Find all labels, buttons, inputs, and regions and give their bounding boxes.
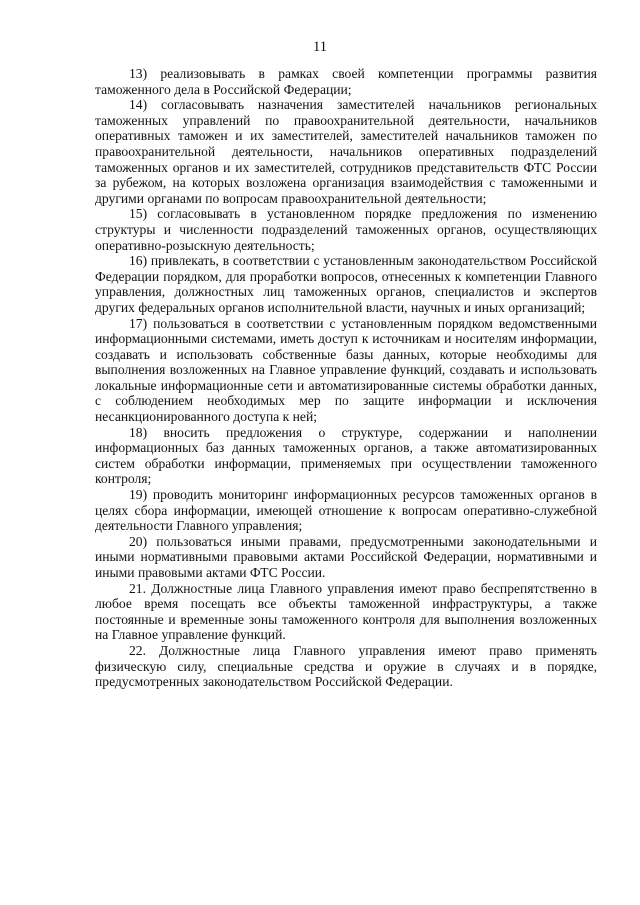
paragraph-item-13: 13) реализовывать в рамках своей компетенции программы развития таможенного дела в Российской Федерации; — [95, 66, 597, 97]
paragraph-item-14: 14) согласовывать назначения заместителей начальников региональных таможенных управлений по правоохранительной деятельности, начальников оперативных таможен и их заместителей, заместителей начальников таможен по правоохранительной деятельности, начальников оперативных подразделений таможенных органов и их заместителей, сотрудников представительств ФТС России за рубежом, на которых возложена организация взаимодействия с таможенными и другими органами по вопросам правоохранительной деятельности; — [95, 97, 597, 206]
paragraph-item-18: 18) вносить предложения о структуре, содержании и наполнении информационных баз данных таможенных органов, а также автоматизированных систем обработки информации, применяемых при осуществлении таможенного контроля; — [95, 424, 597, 487]
paragraph-item-16: 16) привлекать, в соответствии с установленным законодательством Российской Федерации порядком, для проработки вопросов, отнесенных к компетенции Главного управления, должностных лиц таможенных органов, специалистов и экспертов других федеральных органов исполнительной власти, научных и иных организаций; — [95, 253, 597, 315]
paragraph-section-22: 22. Должностные лица Главного управления имеют право применять физическую силу, специальные средства и оружие в случаях и в порядке, предусмотренных законодательством Российской Федерации. — [95, 642, 597, 690]
paragraph-item-19: 19) проводить мониторинг информационных ресурсов таможенных органов в целях сбора информации, имеющей отношение к вопросам оперативно-служебной деятельности Главного управления; — [95, 487, 597, 534]
paragraph-item-20: 20) пользоваться иными правами, предусмотренными законодательными и иными нормативными правовыми актами Российской Федерации, нормативными и иными правовыми актами ФТС России. — [95, 533, 597, 580]
paragraph-item-15: 15) согласовывать в установленном порядке предложения по изменению структуры и численности подразделений таможенных органов, осуществляющих оперативно-розыскную деятельность; — [95, 206, 597, 253]
paragraph-item-17: 17) пользоваться в соответствии с установленным порядком ведомственными информационными системами, иметь доступ к источникам и носителям информации, создавать и использовать собственные базы данных, которые необходимы для выполнения возложенных на Главное управление функций, создавать и использовать локальные информационные сети и автоматизированные системы обработки данных, с соблюдением необходимых мер по защите информации и исключения несанкционированного доступа к ней; — [95, 315, 597, 425]
document-body — [95, 66, 597, 690]
page-number: 11 — [313, 39, 327, 55]
paragraph-section-21: 21. Должностные лица Главного управления имеют право беспрепятственно в любое время посещать все объекты таможенной инфраструктуры, а также постоянные и временные зоны таможенного контроля для выполнения возложенных на Главное управление функций. — [95, 580, 597, 643]
